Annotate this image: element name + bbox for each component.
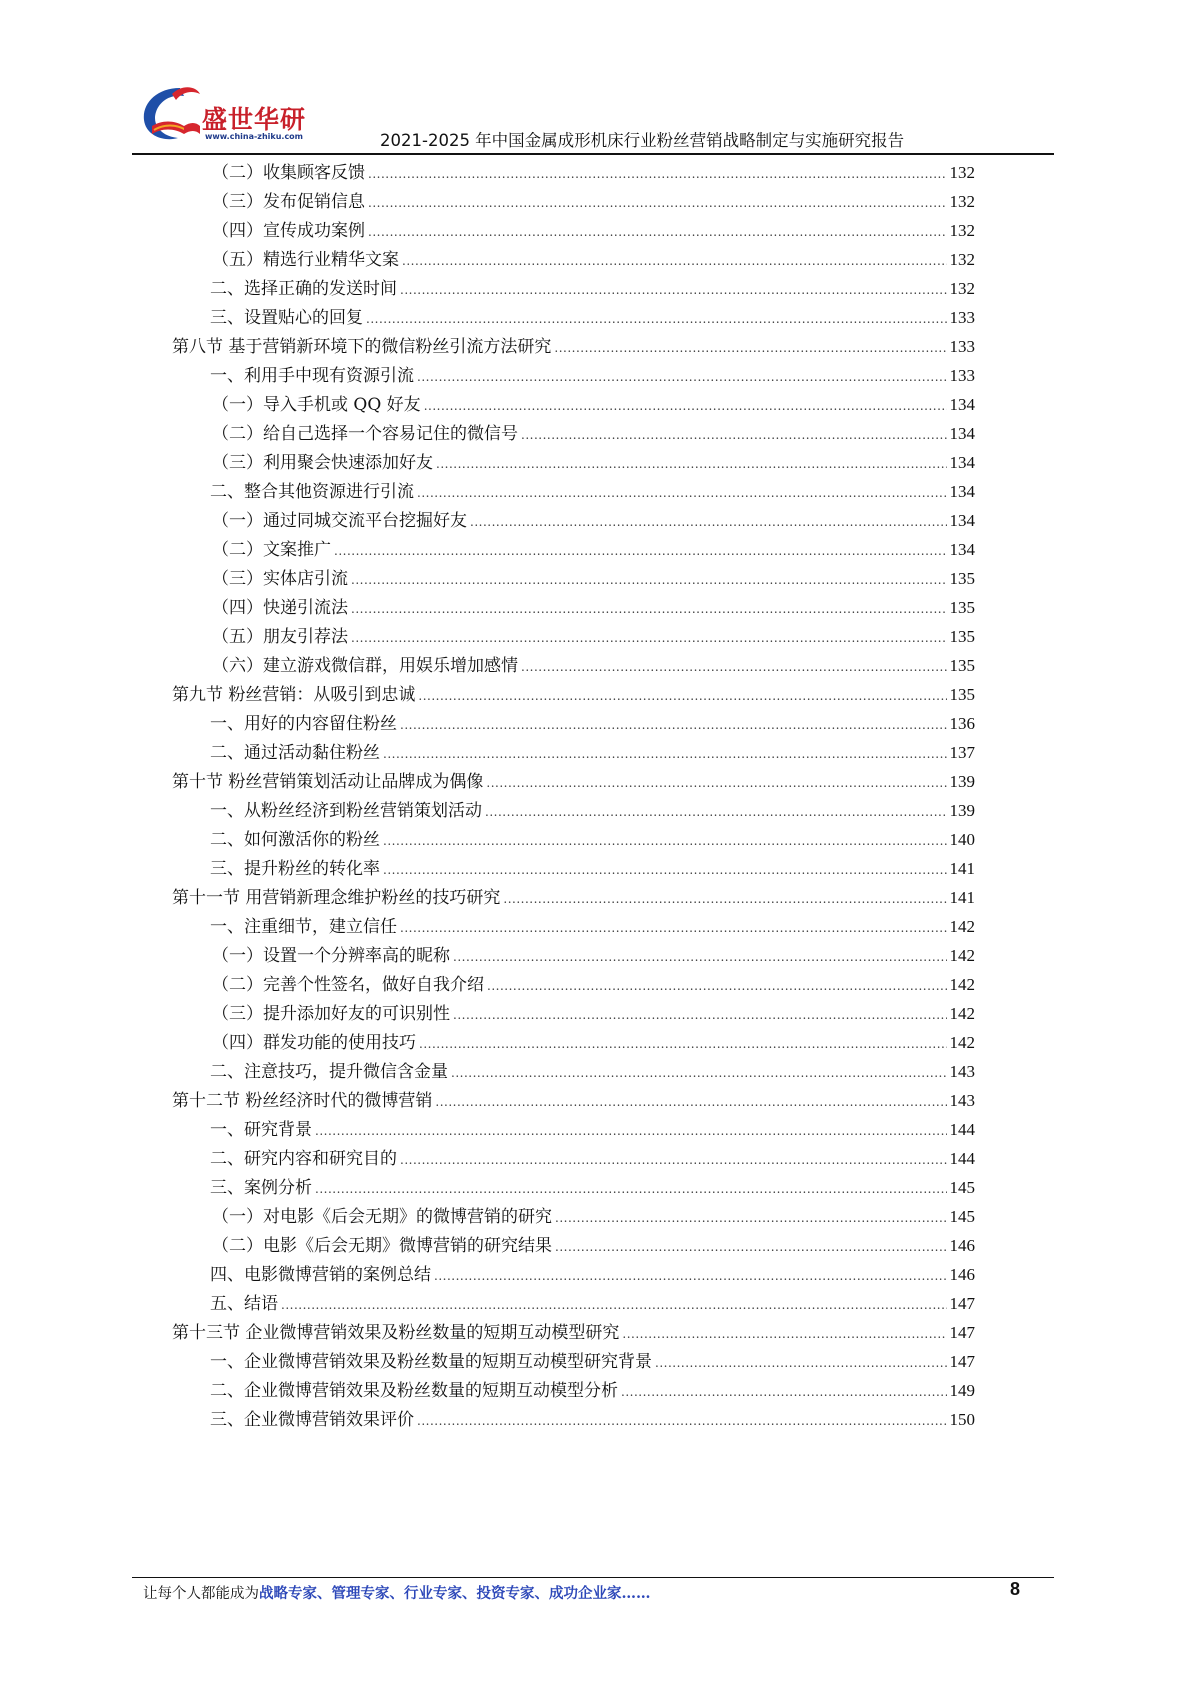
toc-leader-dots xyxy=(486,771,946,795)
toc-entry-page: 145 xyxy=(949,1178,975,1197)
toc-entry-page: 137 xyxy=(949,743,975,762)
toc-entry-title: （三）发布促销信息 xyxy=(212,192,365,212)
toc-entry[interactable] xyxy=(212,1205,975,1229)
toc-entry[interactable] xyxy=(212,538,975,562)
toc-leader-dots xyxy=(315,1177,947,1201)
toc-entry-page: 147 xyxy=(949,1323,975,1342)
toc-entry-page: 135 xyxy=(949,569,975,588)
toc-entry[interactable] xyxy=(210,741,975,765)
toc-entry-page: 141 xyxy=(949,888,975,907)
toc-entry-page: 134 xyxy=(949,540,975,559)
toc-entry-page: 135 xyxy=(949,656,975,675)
toc-entry[interactable] xyxy=(172,886,975,910)
toc-entry[interactable] xyxy=(172,1089,975,1113)
toc-leader-dots xyxy=(383,742,947,766)
toc-entry-title: （四）快递引流法 xyxy=(212,598,348,618)
toc-entry-page: 142 xyxy=(949,946,975,965)
toc-leader-dots xyxy=(555,1206,947,1230)
toc-entry[interactable] xyxy=(212,509,975,533)
toc-leader-dots xyxy=(622,1322,946,1346)
toc-entry[interactable] xyxy=(212,654,975,678)
toc-entry-page: 142 xyxy=(949,917,975,936)
toc-entry[interactable] xyxy=(212,219,975,243)
toc-leader-dots xyxy=(554,336,946,360)
toc-entry-title: 四、电影微博营销的案例总结 xyxy=(210,1265,431,1285)
toc-entry[interactable] xyxy=(212,1002,975,1026)
toc-entry[interactable] xyxy=(212,567,975,591)
toc-leader-dots xyxy=(400,713,947,737)
toc-entry[interactable] xyxy=(210,1263,975,1287)
toc-entry-page: 147 xyxy=(949,1294,975,1313)
toc-entry-title: （二）文案推广 xyxy=(212,540,331,560)
toc-leader-dots xyxy=(451,1061,947,1085)
toc-entry-page: 145 xyxy=(949,1207,975,1226)
toc-entry[interactable] xyxy=(212,973,975,997)
toc-entry[interactable] xyxy=(212,393,975,417)
toc-entry-title: 三、案例分析 xyxy=(210,1178,312,1198)
toc-entry[interactable] xyxy=(212,944,975,968)
toc-leader-dots xyxy=(453,945,947,969)
page-number: 8 xyxy=(1010,1579,1021,1599)
toc-entry-title: （二）给自己选择一个容易记住的微信号 xyxy=(212,424,518,444)
toc-entry-title: 三、设置贴心的回复 xyxy=(210,308,363,328)
toc-leader-dots xyxy=(655,1351,947,1375)
toc-entry-title: 二、整合其他资源进行引流 xyxy=(210,482,414,502)
toc-entry-title: 二、如何激活你的粉丝 xyxy=(210,830,380,850)
toc-leader-dots xyxy=(368,220,947,244)
toc-entry-title: （二）完善个性签名，做好自我介绍 xyxy=(212,975,484,995)
toc-entry-page: 132 xyxy=(949,163,975,182)
toc-entry-title: 三、企业微博营销效果评价 xyxy=(210,1410,414,1430)
toc-entry-title: 第十一节 用营销新理念维护粉丝的技巧研究 xyxy=(172,888,501,908)
toc-entry-page: 134 xyxy=(949,424,975,443)
toc-entry[interactable] xyxy=(210,306,975,330)
toc-entry[interactable] xyxy=(210,1379,975,1403)
footer-slogan-highlight: 战略专家、管理专家、行业专家、投资专家、成功企业家…… xyxy=(259,1585,651,1602)
footer-slogan-prefix: 让每个人都能成为 xyxy=(143,1586,259,1602)
toc-entry-title: （三）利用聚会快速添加好友 xyxy=(212,453,433,473)
toc-entry[interactable] xyxy=(210,277,975,301)
toc-leader-dots xyxy=(555,1235,947,1259)
toc-entry-title: （六）建立游戏微信群，用娱乐增加感情 xyxy=(212,656,518,676)
toc-leader-dots xyxy=(400,278,947,302)
brand-url: www.china-zhiku.com xyxy=(205,132,304,141)
toc-entry-page: 146 xyxy=(949,1265,975,1284)
toc-entry-page: 144 xyxy=(949,1120,975,1139)
toc-entry-title: （四）宣传成功案例 xyxy=(212,221,365,241)
toc-entry[interactable] xyxy=(210,1060,975,1084)
toc-entry[interactable] xyxy=(212,422,975,446)
toc-entry-title: 二、选择正确的发送时间 xyxy=(210,279,397,299)
toc-leader-dots xyxy=(436,452,947,476)
toc-entry-title: 二、企业微博营销效果及粉丝数量的短期互动模型分析 xyxy=(210,1381,618,1401)
toc-entry-title: 二、注意技巧，提升微信含金量 xyxy=(210,1062,448,1082)
toc-entry[interactable] xyxy=(172,1321,975,1345)
toc-entry[interactable] xyxy=(210,799,975,823)
toc-entry[interactable] xyxy=(210,1147,975,1171)
toc-entry-title: 一、研究背景 xyxy=(210,1120,312,1140)
toc-leader-dots xyxy=(400,1148,947,1172)
toc-leader-dots xyxy=(485,800,947,824)
toc-leader-dots xyxy=(368,162,947,186)
footer-divider xyxy=(132,1577,1054,1578)
toc-entry[interactable] xyxy=(212,596,975,620)
toc-entry-title: （一）导入手机或 QQ 好友 xyxy=(212,395,421,415)
toc-entry-title: （一）通过同城交流平台挖掘好友 xyxy=(212,511,467,531)
toc-entry-page: 143 xyxy=(949,1062,975,1081)
toc-entry[interactable] xyxy=(172,683,975,707)
toc-entry[interactable] xyxy=(210,1176,975,1200)
toc-entry-title: 二、通过活动黏住粉丝 xyxy=(210,743,380,763)
report-title: 2021-2025 年中国金属成形机床行业粉丝营销战略制定与实施研究报告 xyxy=(380,131,905,150)
toc-entry[interactable] xyxy=(210,1408,975,1432)
toc-leader-dots xyxy=(424,394,947,418)
toc-leader-dots xyxy=(521,655,947,679)
toc-leader-dots xyxy=(419,1032,947,1056)
toc-leader-dots xyxy=(621,1380,947,1404)
toc-entry-page: 139 xyxy=(949,801,975,820)
toc-leader-dots xyxy=(334,539,947,563)
toc-entry-title: （一）设置一个分辨率高的昵称 xyxy=(212,946,450,966)
footer-slogan xyxy=(143,1582,651,1603)
toc-entry-page: 150 xyxy=(949,1410,975,1429)
toc-entry[interactable] xyxy=(172,770,975,794)
toc-entry[interactable] xyxy=(210,712,975,736)
toc-entry-page: 134 xyxy=(949,395,975,414)
toc-entry-title: 第十三节 企业微博营销效果及粉丝数量的短期互动模型研究 xyxy=(172,1323,620,1343)
toc-leader-dots xyxy=(417,1409,947,1433)
toc-entry-page: 133 xyxy=(949,366,975,385)
toc-leader-dots xyxy=(470,510,947,534)
toc-entry-page: 134 xyxy=(949,511,975,530)
toc-entry-page: 134 xyxy=(949,482,975,501)
toc-leader-dots xyxy=(453,1003,947,1027)
toc-leader-dots xyxy=(368,191,947,215)
toc-entry[interactable] xyxy=(212,451,975,475)
toc-leader-dots xyxy=(315,1119,947,1143)
toc-entry[interactable] xyxy=(212,248,975,272)
toc-leader-dots xyxy=(383,829,947,853)
toc-entry[interactable] xyxy=(210,364,975,388)
toc-entry-title: 第十节 粉丝营销策划活动让品牌成为偶像 xyxy=(172,772,484,792)
toc-entry-title: （二）收集顾客反馈 xyxy=(212,163,365,183)
toc-entry[interactable] xyxy=(210,1118,975,1142)
header-divider xyxy=(132,153,1054,155)
toc-leader-dots xyxy=(417,365,947,389)
brand-name: 盛世华研 xyxy=(202,105,307,134)
toc-entry[interactable] xyxy=(212,161,975,185)
toc-entry-page: 135 xyxy=(949,685,975,704)
toc-entry-page: 132 xyxy=(949,221,975,240)
toc-entry[interactable] xyxy=(212,1031,975,1055)
toc-entry-page: 146 xyxy=(949,1236,975,1255)
toc-entry-title: （三）提升添加好友的可识别性 xyxy=(212,1004,450,1024)
toc-entry-title: 第九节 粉丝营销：从吸引到忠诚 xyxy=(172,685,416,705)
toc-entry-title: 第十二节 粉丝经济时代的微博营销 xyxy=(172,1091,433,1111)
toc-entry[interactable] xyxy=(210,1292,975,1316)
toc-entry[interactable] xyxy=(212,1234,975,1258)
toc-leader-dots xyxy=(351,626,947,650)
toc-leader-dots xyxy=(402,249,947,273)
toc-leader-dots xyxy=(417,481,947,505)
toc-leader-dots xyxy=(418,684,946,708)
toc-leader-dots xyxy=(521,423,947,447)
toc-entry-title: 一、利用手中现有资源引流 xyxy=(210,366,414,386)
toc-entry-title: 一、企业微博营销效果及粉丝数量的短期互动模型研究背景 xyxy=(210,1352,652,1372)
toc-entry-page: 142 xyxy=(949,1033,975,1052)
toc-entry-title: （五）朋友引荐法 xyxy=(212,627,348,647)
toc-leader-dots xyxy=(366,307,947,331)
toc-entry-page: 133 xyxy=(949,337,975,356)
toc-entry-page: 144 xyxy=(949,1149,975,1168)
toc-entry-page: 135 xyxy=(949,627,975,646)
toc-entry-page: 139 xyxy=(949,772,975,791)
toc-entry-title: 一、注重细节，建立信任 xyxy=(210,917,397,937)
toc-entry[interactable] xyxy=(210,857,975,881)
toc-entry-title: （四）群发功能的使用技巧 xyxy=(212,1033,416,1053)
toc-entry-title: （三）实体店引流 xyxy=(212,569,348,589)
toc-leader-dots xyxy=(281,1293,947,1317)
toc-entry-page: 132 xyxy=(949,250,975,269)
toc-entry-page: 132 xyxy=(949,192,975,211)
toc-entry-page: 142 xyxy=(949,975,975,994)
toc-entry-page: 132 xyxy=(949,279,975,298)
toc-entry-title: （二）电影《后会无期》微博营销的研究结果 xyxy=(212,1236,552,1256)
toc-entry[interactable] xyxy=(210,480,975,504)
toc-entry-page: 149 xyxy=(949,1381,975,1400)
toc-entry[interactable] xyxy=(172,335,975,359)
toc-entry[interactable] xyxy=(212,625,975,649)
toc-leader-dots xyxy=(487,974,947,998)
toc-entry-page: 135 xyxy=(949,598,975,617)
toc-entry-page: 147 xyxy=(949,1352,975,1371)
toc-entry-page: 141 xyxy=(949,859,975,878)
toc-leader-dots xyxy=(434,1264,947,1288)
toc-entry-page: 140 xyxy=(949,830,975,849)
toc-leader-dots xyxy=(351,568,947,592)
toc-entry-page: 134 xyxy=(949,453,975,472)
toc-entry[interactable] xyxy=(210,828,975,852)
toc-leader-dots xyxy=(351,597,947,621)
toc-entry-title: 第八节 基于营销新环境下的微信粉丝引流方法研究 xyxy=(172,337,552,357)
toc-leader-dots xyxy=(435,1090,946,1114)
toc-leader-dots xyxy=(400,916,947,940)
toc-entry-title: 三、提升粉丝的转化率 xyxy=(210,859,380,879)
toc-entry-page: 142 xyxy=(949,1004,975,1023)
toc-entry-title: （一）对电影《后会无期》的微博营销的研究 xyxy=(212,1207,552,1227)
toc-leader-dots xyxy=(383,858,947,882)
toc-entry-title: 五、结语 xyxy=(210,1294,278,1314)
toc-entry-title: （五）精选行业精华文案 xyxy=(212,250,399,270)
toc-entry-title: 一、从粉丝经济到粉丝营销策划活动 xyxy=(210,801,482,821)
toc-leader-dots xyxy=(503,887,946,911)
toc-entry[interactable] xyxy=(210,915,975,939)
toc-entry-page: 136 xyxy=(949,714,975,733)
toc-entry-title: 一、用好的内容留住粉丝 xyxy=(210,714,397,734)
toc-entry[interactable] xyxy=(212,190,975,214)
toc-entry-page: 133 xyxy=(949,308,975,327)
toc-entry[interactable] xyxy=(210,1350,975,1374)
toc-entry-title: 二、研究内容和研究目的 xyxy=(210,1149,397,1169)
toc-entry-page: 143 xyxy=(949,1091,975,1110)
